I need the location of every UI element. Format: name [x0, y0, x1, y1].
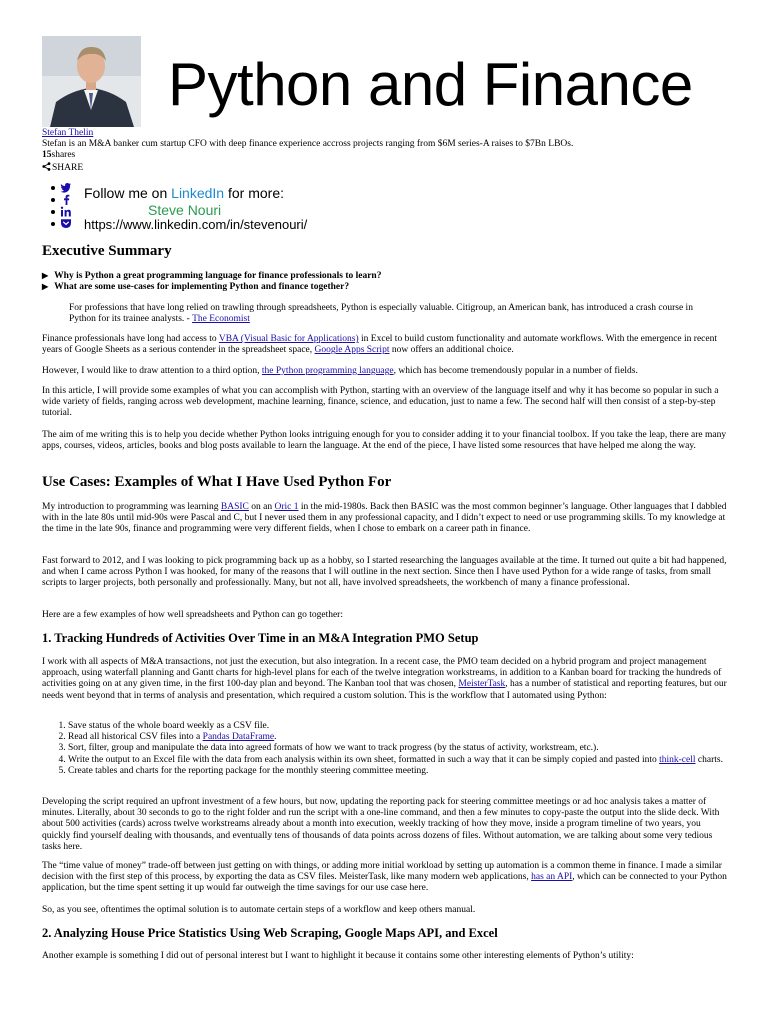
list-item: 1. Save status of the whole board weekly as a CSV file. [68, 721, 754, 732]
pocket-icon[interactable] [60, 218, 72, 229]
text: charts. [695, 754, 723, 765]
google-apps-script-link[interactable]: Google Apps Script [314, 345, 390, 356]
api-link[interactable]: has an API [531, 872, 573, 883]
paragraph: So, as you see, oftentimes the optimal solution is to automate certain steps of a workflow and keep others manual. [42, 905, 476, 915]
text: in the mid-1980s. Back then BASIC was the most common beginner’s language. Other languages that I dabbled with in the late 80s until mid-90s were Pascal and C, but I never used them in any professional capacity, and I didn’t expect to need or use programming skills. To my knowledge at the time in the late 90s, finance and programming were very different fields, when I chose to embark on a career path in finance. [42, 502, 727, 535]
paragraph: The aim of me writing this is to help you decide whether Python looks intriguing enough for you to consider adding it to your financial toolbox. If you take the leap, there are many apps, courses, videos, articles, books and blog posts available to learn the language. At the end of the piece, I have listed some resources that have helped me along the way. [42, 430, 727, 452]
list-item [58, 206, 72, 218]
share-count-number: 15 [42, 150, 52, 160]
paragraph [42, 657, 728, 702]
list-item [68, 732, 754, 743]
vba-link[interactable]: VBA (Visual Basic for Applications) [218, 334, 359, 344]
share-button[interactable] [42, 162, 83, 175]
linkedin-icon[interactable] [60, 206, 72, 217]
text: in Excel to build custom functionality and automate workflows. With the emergence in recent years of Google Sheets as a serious contender in the spreadsheet space, [42, 334, 717, 356]
text: I work with all aspects of M&A transactions, not just the execution, but also integration. In a recent case, the PMO team decided on a hybrid program and project management approach, using waterfall planning and Gantt charts for high-level plans for each of the twelve integration workstreams, in addition to a Kanban board for tracking the hundreds of activities going on at any given time, in the first 100-day plan and beyond. The Kanban tool that was chosen, [42, 657, 722, 690]
share-icon [42, 162, 51, 175]
list-item [58, 218, 72, 230]
paragraph: Another example is something I did out of personal interest but I want to highlight it because it contains some other interesting elements of Python’s utility: [42, 951, 634, 961]
author-photo [42, 36, 141, 127]
section-heading-executive-summary: Executive Summary [42, 243, 172, 259]
text: Finance professionals have long had access to [42, 334, 219, 344]
text: now offers an additional choice. [389, 345, 514, 356]
paragraph: Developing the script required an upfront investment of a few hours, but now, updating the reporting pack for steering committee meetings or ad hoc analysis takes a matter of minutes. Literally, about 30 seconds to go to the right folder and run the script with a one-line command, and then a few minutes to copy-paste the output into the slide deck. With about 500 activities (cards) across twelve workstreams already about a month into execution, weekly tracking of how they move, inside a program timeline of two years, you quickly find yourself dealing with thousands, and eventually tens of thousands of data points across dozens of files. Without automation, we are talking about some very tedious tasks here. [42, 797, 720, 852]
paragraph [42, 366, 728, 377]
paragraph [42, 861, 728, 895]
list-item [58, 194, 72, 206]
paragraph: In this article, I will provide some examples of what you can accomplish with Python, starting with an overview of the language itself and why it has become so popular in such a wide variety of fields, ranging across web development, machine learning, finance, science, and education, just to name a few. The second half will then consist of a step-by-step tutorial. [42, 386, 719, 419]
list-item: 5. Create tables and charts for the reporting package for the monthly steering committee meeting. [68, 766, 754, 777]
text: on an [248, 502, 275, 512]
text: , which has become tremendously popular in a number of fields. [393, 366, 638, 376]
follow-suffix: for more: [224, 185, 284, 201]
text: The “time value of money” trade-off between just getting on with things, or adding more initial workload by setting up automation is a common theme in finance. I made a similar decision with the first step of this process, by exporting the data as CSV files. MeisterTask, like many modern web applications, [42, 861, 722, 883]
workflow-list [42, 721, 754, 777]
list-item: 3. Sort, filter, group and manipulate the data into agreed formats of how we want to track progress (by the status of activity, workstream, etc.). [68, 743, 754, 754]
subsection-heading-house-prices: 2. Analyzing House Price Statistics Using Web Scraping, Google Maps API, and Excel [42, 926, 498, 940]
text: My introduction to programming was learning [42, 502, 221, 512]
basic-link[interactable]: BASIC [220, 502, 249, 512]
page-title: Python and Finance [168, 51, 693, 118]
facebook-icon[interactable] [60, 194, 72, 205]
quote-source-link[interactable]: The Economist [192, 314, 250, 325]
social-share-list [58, 182, 72, 230]
text: Read all historical CSV files into a [68, 732, 203, 743]
text: However, I would like to draw attention to a third option, [42, 366, 262, 376]
list-item [58, 182, 72, 194]
blockquote [69, 303, 699, 325]
quote-text: For professions that have long relied on trawling through spreadsheets, Python is especially valuable. Citigroup, an American bank, has introduced a crash course in Python for its trainee analysts. - [69, 303, 693, 325]
faq-toggle-use-cases[interactable]: ▶ What are some use-cases for implementing Python and finance together? [42, 282, 349, 293]
text: Write the output to an Excel file with the data from each analysis within its own sheet, formatted in such a way that it can be simply copied and pasted into [68, 754, 660, 765]
follow-promo [84, 185, 284, 202]
author-bio: Stefan is an M&A banker cum startup CFO with deep finance experience accross projects ranging from $6M series-A raises to $7Bn LBOs. [42, 139, 574, 149]
meistertask-link[interactable]: MeisterTask [458, 679, 506, 690]
pandas-dataframe-link[interactable]: Pandas DataFrame [202, 732, 275, 743]
share-count-label: shares [51, 150, 76, 160]
faq-toggle-why-python[interactable]: ▶ Why is Python a great programming language for finance professionals to learn? [42, 271, 381, 282]
paragraph: Fast forward to 2012, and I was looking to pick programming back up as a hobby, so I started researching the languages available at the time. It turned out quite a bit had happened, and when I came across Python I was hooked, for many of the reasons that I will outline in the next section. Since then I have used Python for a wide range of tasks, from small scripts to larger projects, both personally and professionally. Many, but not all, have involved spreadsheets, the workbench of many a finance professional. [42, 556, 727, 589]
python-language-link[interactable]: the Python programming language [261, 366, 394, 376]
text: , which can be connected to your Python application, but the time spent setting it up would far outweigh the time savings for our use case here. [42, 872, 727, 894]
promo-name: Steve Nouri [148, 202, 222, 218]
share-count [42, 150, 75, 161]
section-heading-use-cases: Use Cases: Examples of What I Have Used Python For [42, 474, 392, 490]
linkedin-link[interactable]: LinkedIn [171, 185, 225, 201]
text: , has a number of statistical and reporting features, but our needs went beyond that in terms of analysis and presentation, which required a custom solution. This is the workflow that I automated using Python: [42, 679, 727, 701]
follow-prefix: Follow me on [84, 185, 172, 201]
paragraph [42, 334, 728, 356]
author-link[interactable]: Stefan Thelin [42, 128, 94, 138]
paragraph: Here are a few examples of how well spreadsheets and Python can go together: [42, 610, 343, 620]
share-label: SHARE [52, 163, 84, 173]
think-cell-link[interactable]: think-cell [659, 754, 696, 765]
twitter-icon[interactable] [60, 182, 72, 193]
paragraph [42, 502, 728, 536]
oric-link[interactable]: Oric 1 [274, 502, 299, 512]
promo-url: https://www.linkedin.com/in/stevenouri/ [84, 217, 308, 232]
text: . [274, 732, 277, 743]
list-item [68, 755, 754, 766]
subsection-heading-pmo: 1. Tracking Hundreds of Activities Over Time in an M&A Integration PMO Setup [42, 631, 479, 645]
